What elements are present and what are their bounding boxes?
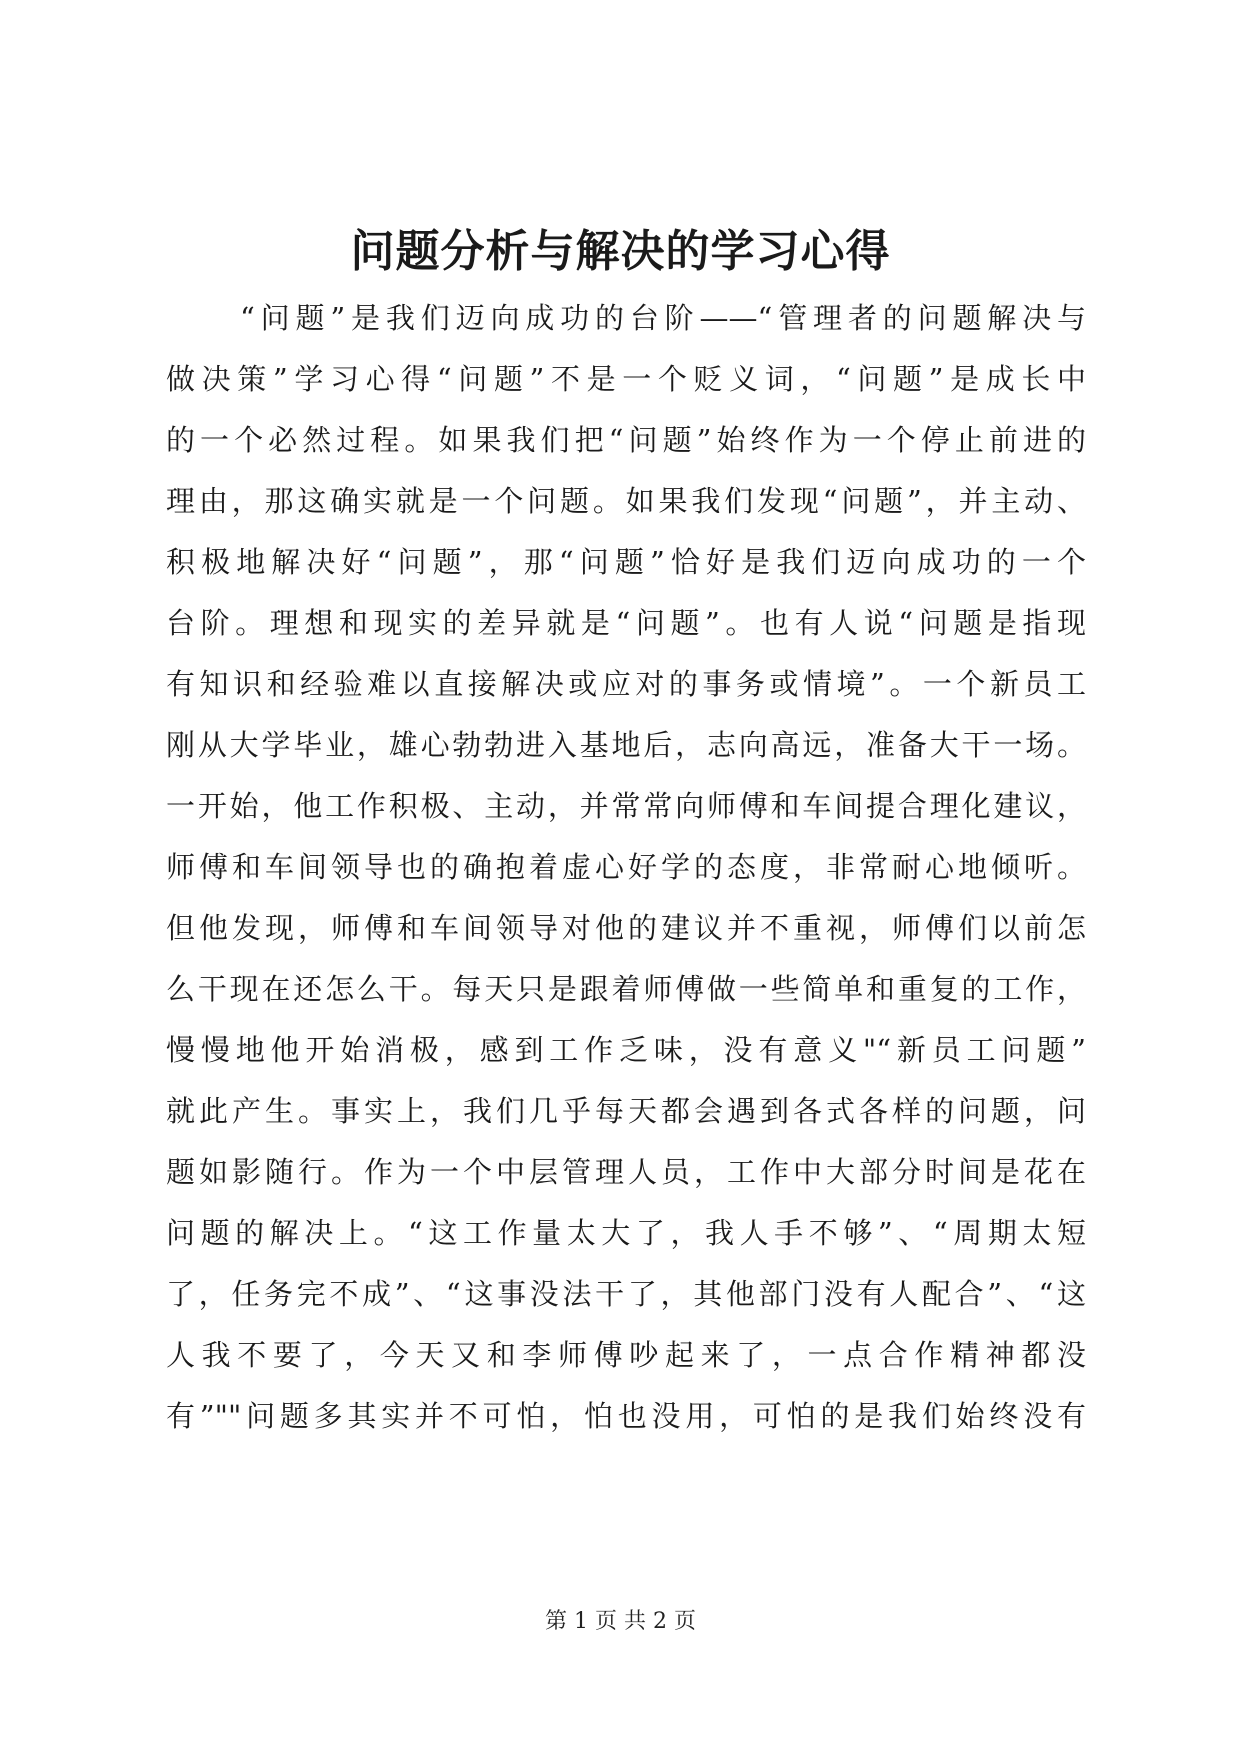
body-line: 人我不要了，今天又和李师傅吵起来了，一点合作精神都没 (166, 1338, 1086, 1372)
body-line: 理由，那这确实就是一个问题。如果我们发现“问题”，并主动、 (166, 484, 1086, 518)
body-line: 一开始，他工作积极、主动，并常常向师傅和车间提合理化建议， (166, 789, 1086, 823)
document-title: 问题分析与解决的学习心得 (350, 226, 891, 277)
body-line: 问题的解决上。“这工作量太大了，我人手不够”、“周期太短 (166, 1216, 1086, 1250)
body-line: 题如影随行。作为一个中层管理人员，工作中大部分时间是花在 (166, 1155, 1086, 1189)
body-line: 积极地解决好“问题”，那“问题”恰好是我们迈向成功的一个 (166, 545, 1086, 579)
body-line: 师傅和车间领导也的确抱着虚心好学的态度，非常耐心地倾听。 (166, 850, 1086, 884)
body-line: 刚从大学毕业，雄心勃勃进入基地后，志向高远，准备大干一场。 (166, 728, 1086, 762)
body-line: 慢慢地他开始消极，感到工作乏味，没有意义"“新员工问题” (166, 1033, 1086, 1067)
body-line: 有知识和经验难以直接解决或应对的事务或情境”。一个新员工 (166, 667, 1086, 701)
body-line: “问题”是我们迈向成功的台阶——“管理者的问题解决与 (240, 301, 1086, 335)
body-line: 台阶。理想和现实的差异就是“问题”。也有人说“问题是指现 (166, 606, 1086, 640)
body-line: 了，任务完不成”、“这事没法干了，其他部门没有人配合”、“这 (166, 1277, 1086, 1311)
body-line: 有”""问题多其实并不可怕，怕也没用，可怕的是我们始终没有 (166, 1399, 1086, 1433)
body-line: 但他发现，师傅和车间领导对他的建议并不重视，师傅们以前怎 (166, 911, 1086, 945)
body-line: 么干现在还怎么干。每天只是跟着师傅做一些简单和重复的工作， (166, 972, 1086, 1006)
body-line: 就此产生。事实上，我们几乎每天都会遇到各式各样的问题，问 (166, 1094, 1086, 1128)
body-line: 的一个必然过程。如果我们把“问题”始终作为一个停止前进的 (166, 423, 1086, 457)
document-body (166, 288, 1086, 1447)
body-line: 做决策”学习心得“问题”不是一个贬义词，“问题”是成长中 (166, 362, 1086, 396)
page-footer: 第 1 页 共 2 页 (545, 1609, 696, 1634)
